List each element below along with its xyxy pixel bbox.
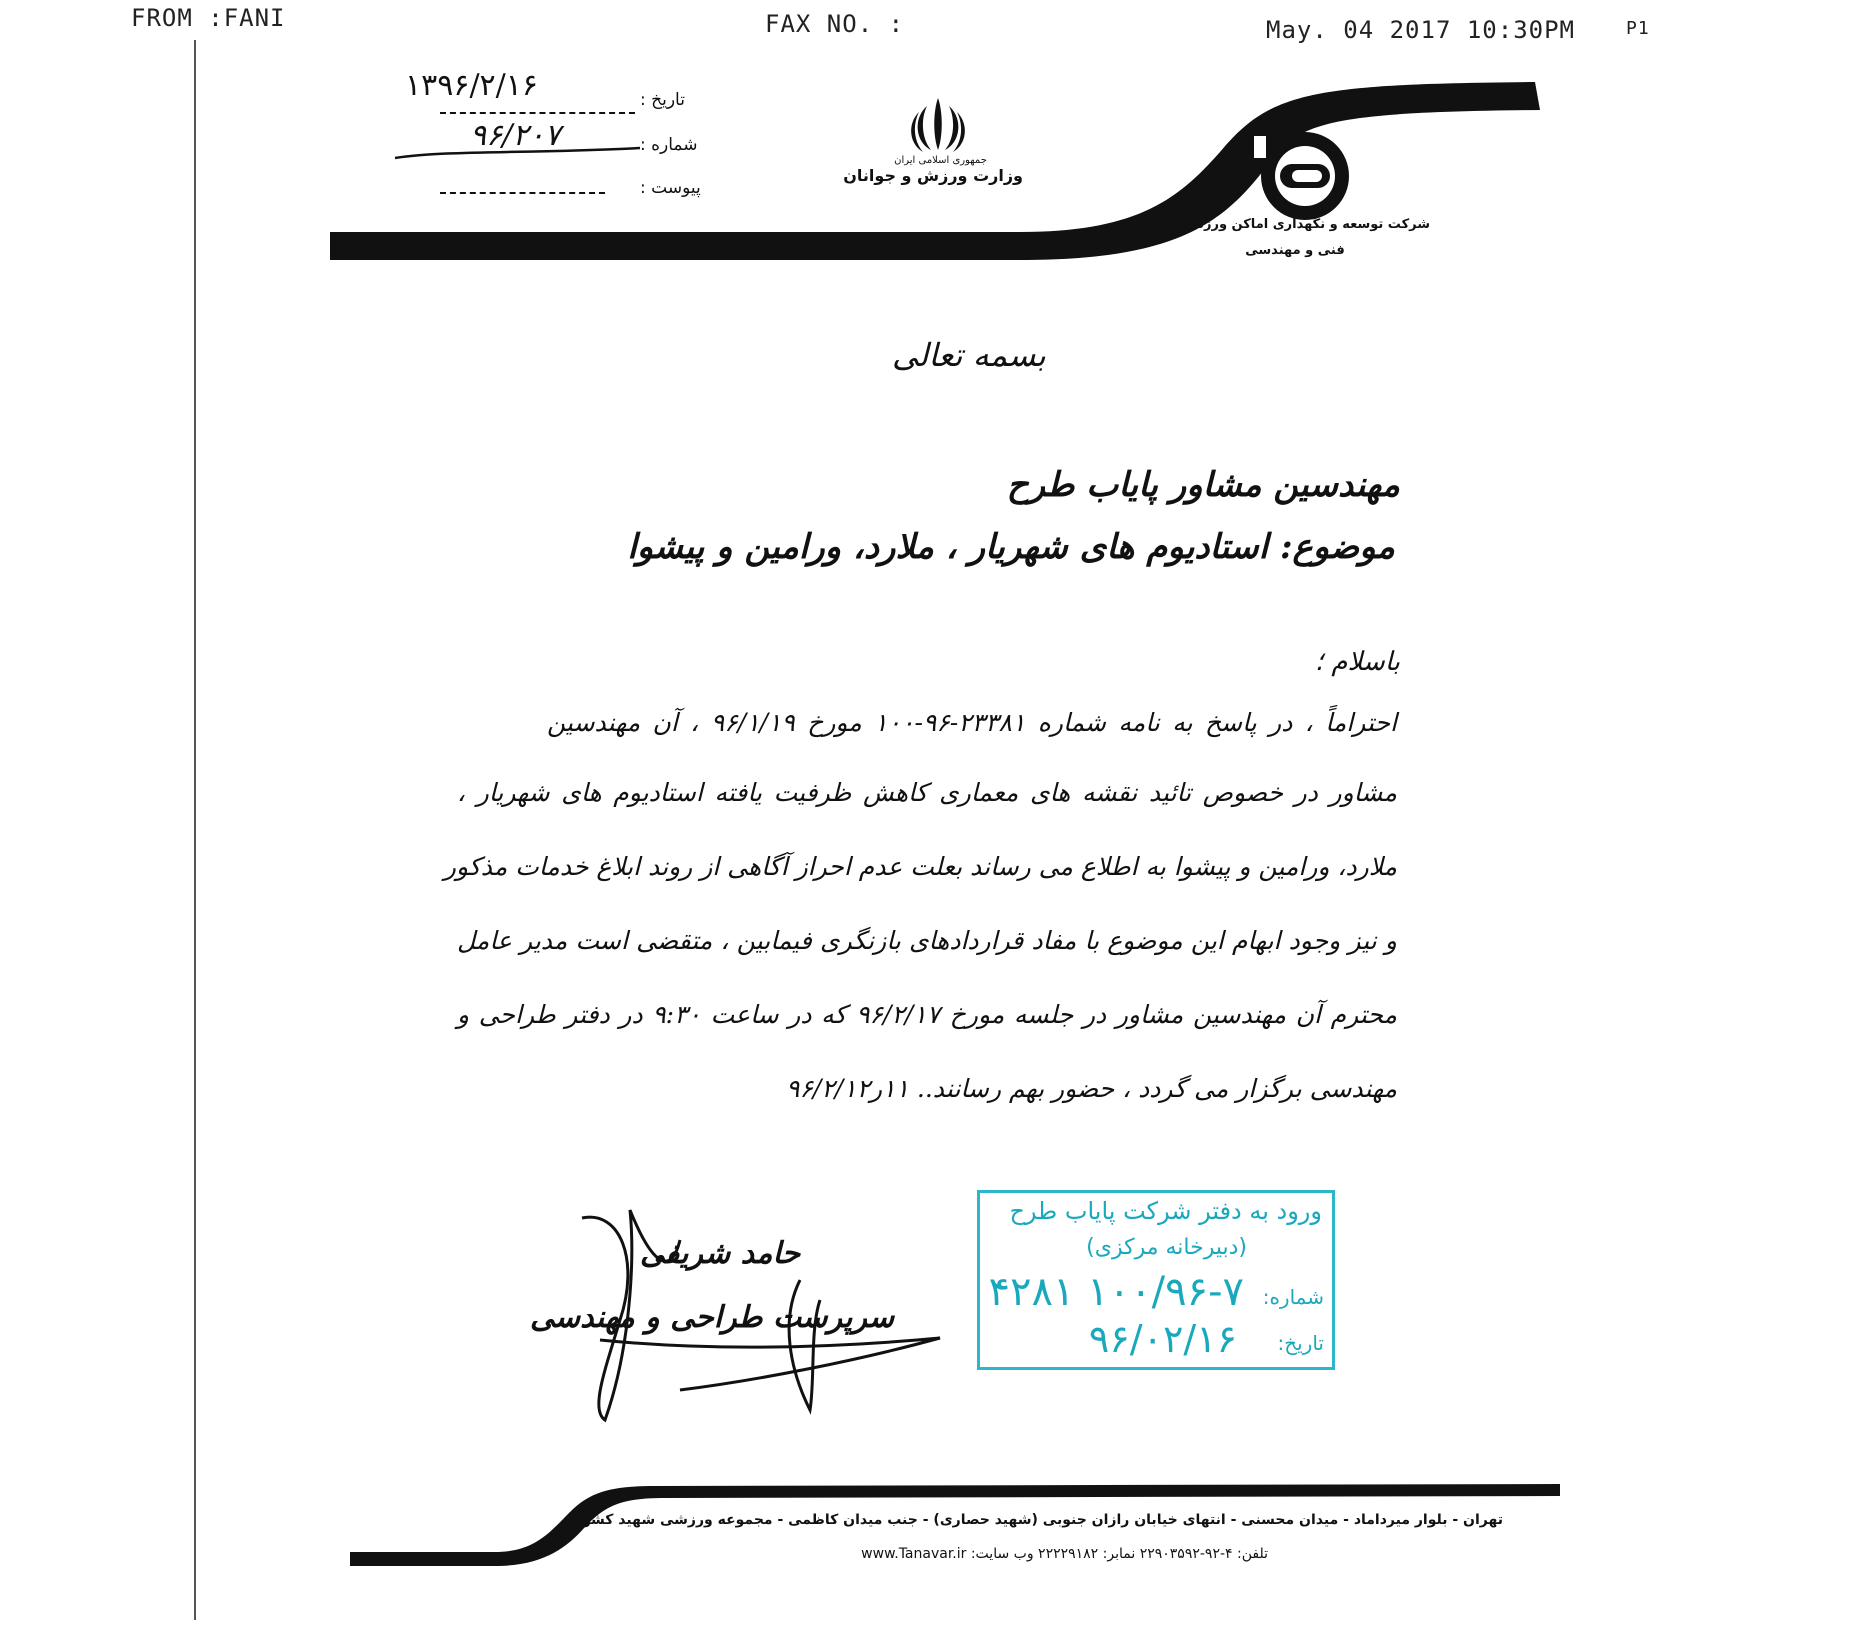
date-value: ۱۳۹۶/۲/۱۶ [405,68,539,103]
subject: موضوع: استادیوم های شهریار ، ملارد، ورامین و پیشوا [627,527,1395,567]
company-name-line2: فنی و مهندسی [1245,243,1345,258]
number-label: شماره : [640,135,698,155]
recipient: مهندسین مشاور پایاب طرح [1006,465,1400,505]
fax-number-label: FAX NO. : [765,10,905,38]
footer-contact: تلفن: ۴-۹۲-۲۲۹۰۳۵۹۲ نمابر: ۲۲۲۲۹۱۸۲ وب سایت: www.Tanavar.ir [861,1546,1268,1562]
ministry-name: وزارت ورزش و جوانان [843,166,1023,185]
fax-margin-line [194,40,196,1620]
handwritten-signature [560,1200,960,1430]
ministry-block [843,155,1023,185]
stamp-line1: ورود به دفتر شرکت پایاب طرح [1009,1197,1322,1225]
stamp-date-value: ۹۶/۰۲/۱۶ [1088,1317,1237,1361]
stamp-number-label: شماره: [1262,1285,1324,1309]
signer-name: حامد شریفی [640,1236,801,1271]
registry-stamp [977,1190,1335,1370]
stamp-line2: (دبیرخانه مرکزی) [1086,1235,1247,1260]
company-name-line1: شرکت توسعه و نگهداری اماکن ورزشی کشور [1137,217,1430,232]
paragraph-line-1: احتراماً ، در پاسخ به نامه شماره ۲۳۳۸۱-۹۶-۱۰۰ مورخ ۹۶/۱/۱۹ ، آن مهندسین [547,708,1397,737]
paragraph-line-4: و نیز وجود ابهام این موضوع با مفاد قراردادهای بازنگری فیمابین ، متقضی است مدیر عامل [457,926,1397,955]
number-underline-stroke [390,140,650,170]
stamp-date-label: تاریخ: [1277,1331,1324,1355]
paragraph-line-6: مهندسی برگزار می گردد ، حضور بهم رسانند.. ۱۱ر۹۶/۲/۱۲ [786,1074,1397,1103]
footer-address: تهران - بلوار میرداماد - میدان محسنی - انتهای خیابان رازان جنوبی (شهید حصاری) - جنب میدان کاظمی - مجموعه ورزشی شهید کشوری [561,1512,1503,1528]
bismillah: بسمه تعالی [892,336,1046,374]
paragraph-line-2: مشاور در خصوص تائید نقشه های معماری کاهش ظرفیت یافته استادیوم های شهریار ، [457,778,1397,807]
stamp-number-value: ۱۰۰/۹۶-۷ ۴۲۸۱ [988,1269,1244,1315]
fax-from: FROM :FANI [131,4,286,32]
signer-title: سرپرست طراحی و مهندسی [530,1300,895,1335]
attachment-underline [440,192,605,194]
attachment-label: پیوست : [640,178,701,198]
paragraph-line-5: محترم آن مهندسین مشاور در جلسه مورخ ۹۶/۲/۱۷ که در ساعت ۹:۳۰ در دفتر طراحی و [457,1000,1397,1029]
company-name [1137,212,1430,264]
fax-page: P1 [1626,18,1650,39]
greeting: باسلام ؛ [1314,647,1400,677]
fax-datetime: May. 04 2017 10:30PM [1266,16,1575,44]
iran-emblem-icon [905,92,971,158]
paragraph-line-3: ملارد، ورامین و پیشوا به اطلاع می رساند بعلت عدم احراز آگاهی از روند ابلاغ خدمات مذکور [443,852,1397,881]
republic-name: جمهوری اسلامی ایران [894,155,987,166]
number-value: ۹۶/۲۰۷ [470,118,561,153]
date-label: تاریخ : [640,90,685,110]
date-underline [440,112,635,114]
